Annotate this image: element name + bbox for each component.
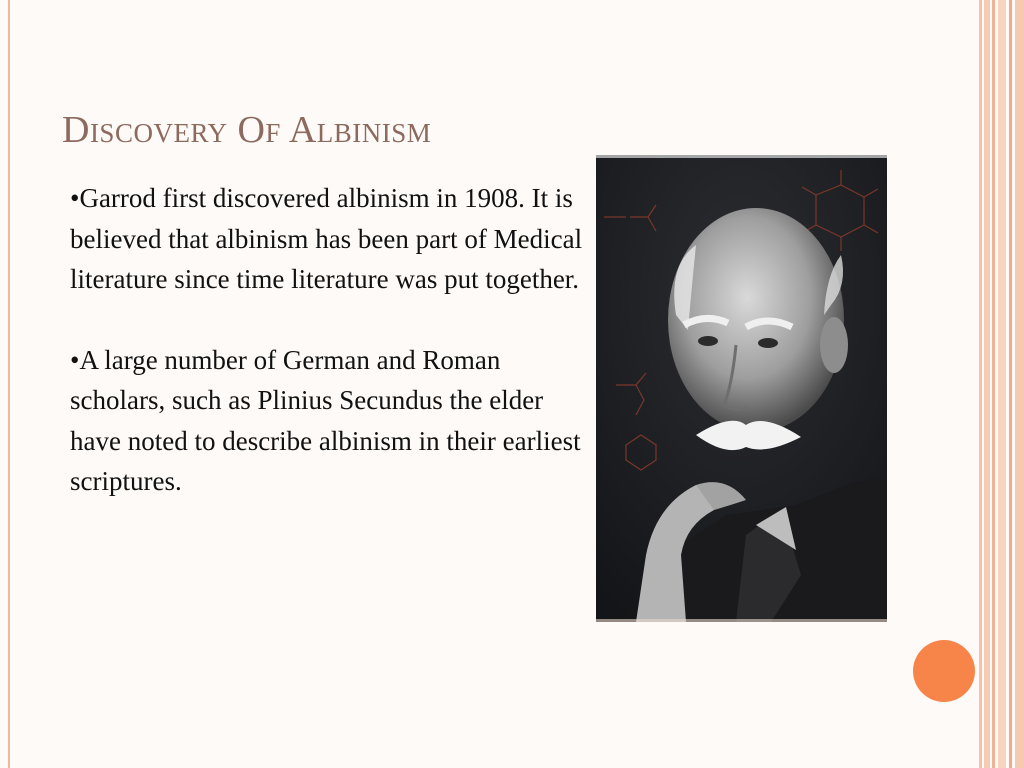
right-border-stripe: [998, 0, 1006, 768]
slide-title: Discovery Of Albinism: [62, 109, 432, 151]
right-border-stripe: [979, 0, 982, 768]
slide-body: [70, 178, 590, 502]
bullet-paragraph-1: •Garrod first discovered albinism in 1908. It is believed that albinism has been part of Medical literature since time literature was put together.: [70, 183, 583, 294]
portrait-illustration: [596, 155, 887, 622]
right-border-stripe: [1009, 0, 1012, 768]
bullet-paragraph-2: •A large number of German and Roman scholars, such as Plinius Secundus the elder have noted to describe albinism in their earliest scriptures.: [70, 344, 581, 496]
portrait-photo: [596, 155, 887, 622]
left-border-line: [8, 0, 10, 768]
right-border-stripe: [992, 0, 995, 768]
right-border-stripe: [1015, 0, 1024, 768]
paragraph-spacer: [70, 300, 590, 340]
decorative-orange-circle: [913, 640, 975, 702]
right-border-stripe: [984, 0, 990, 768]
